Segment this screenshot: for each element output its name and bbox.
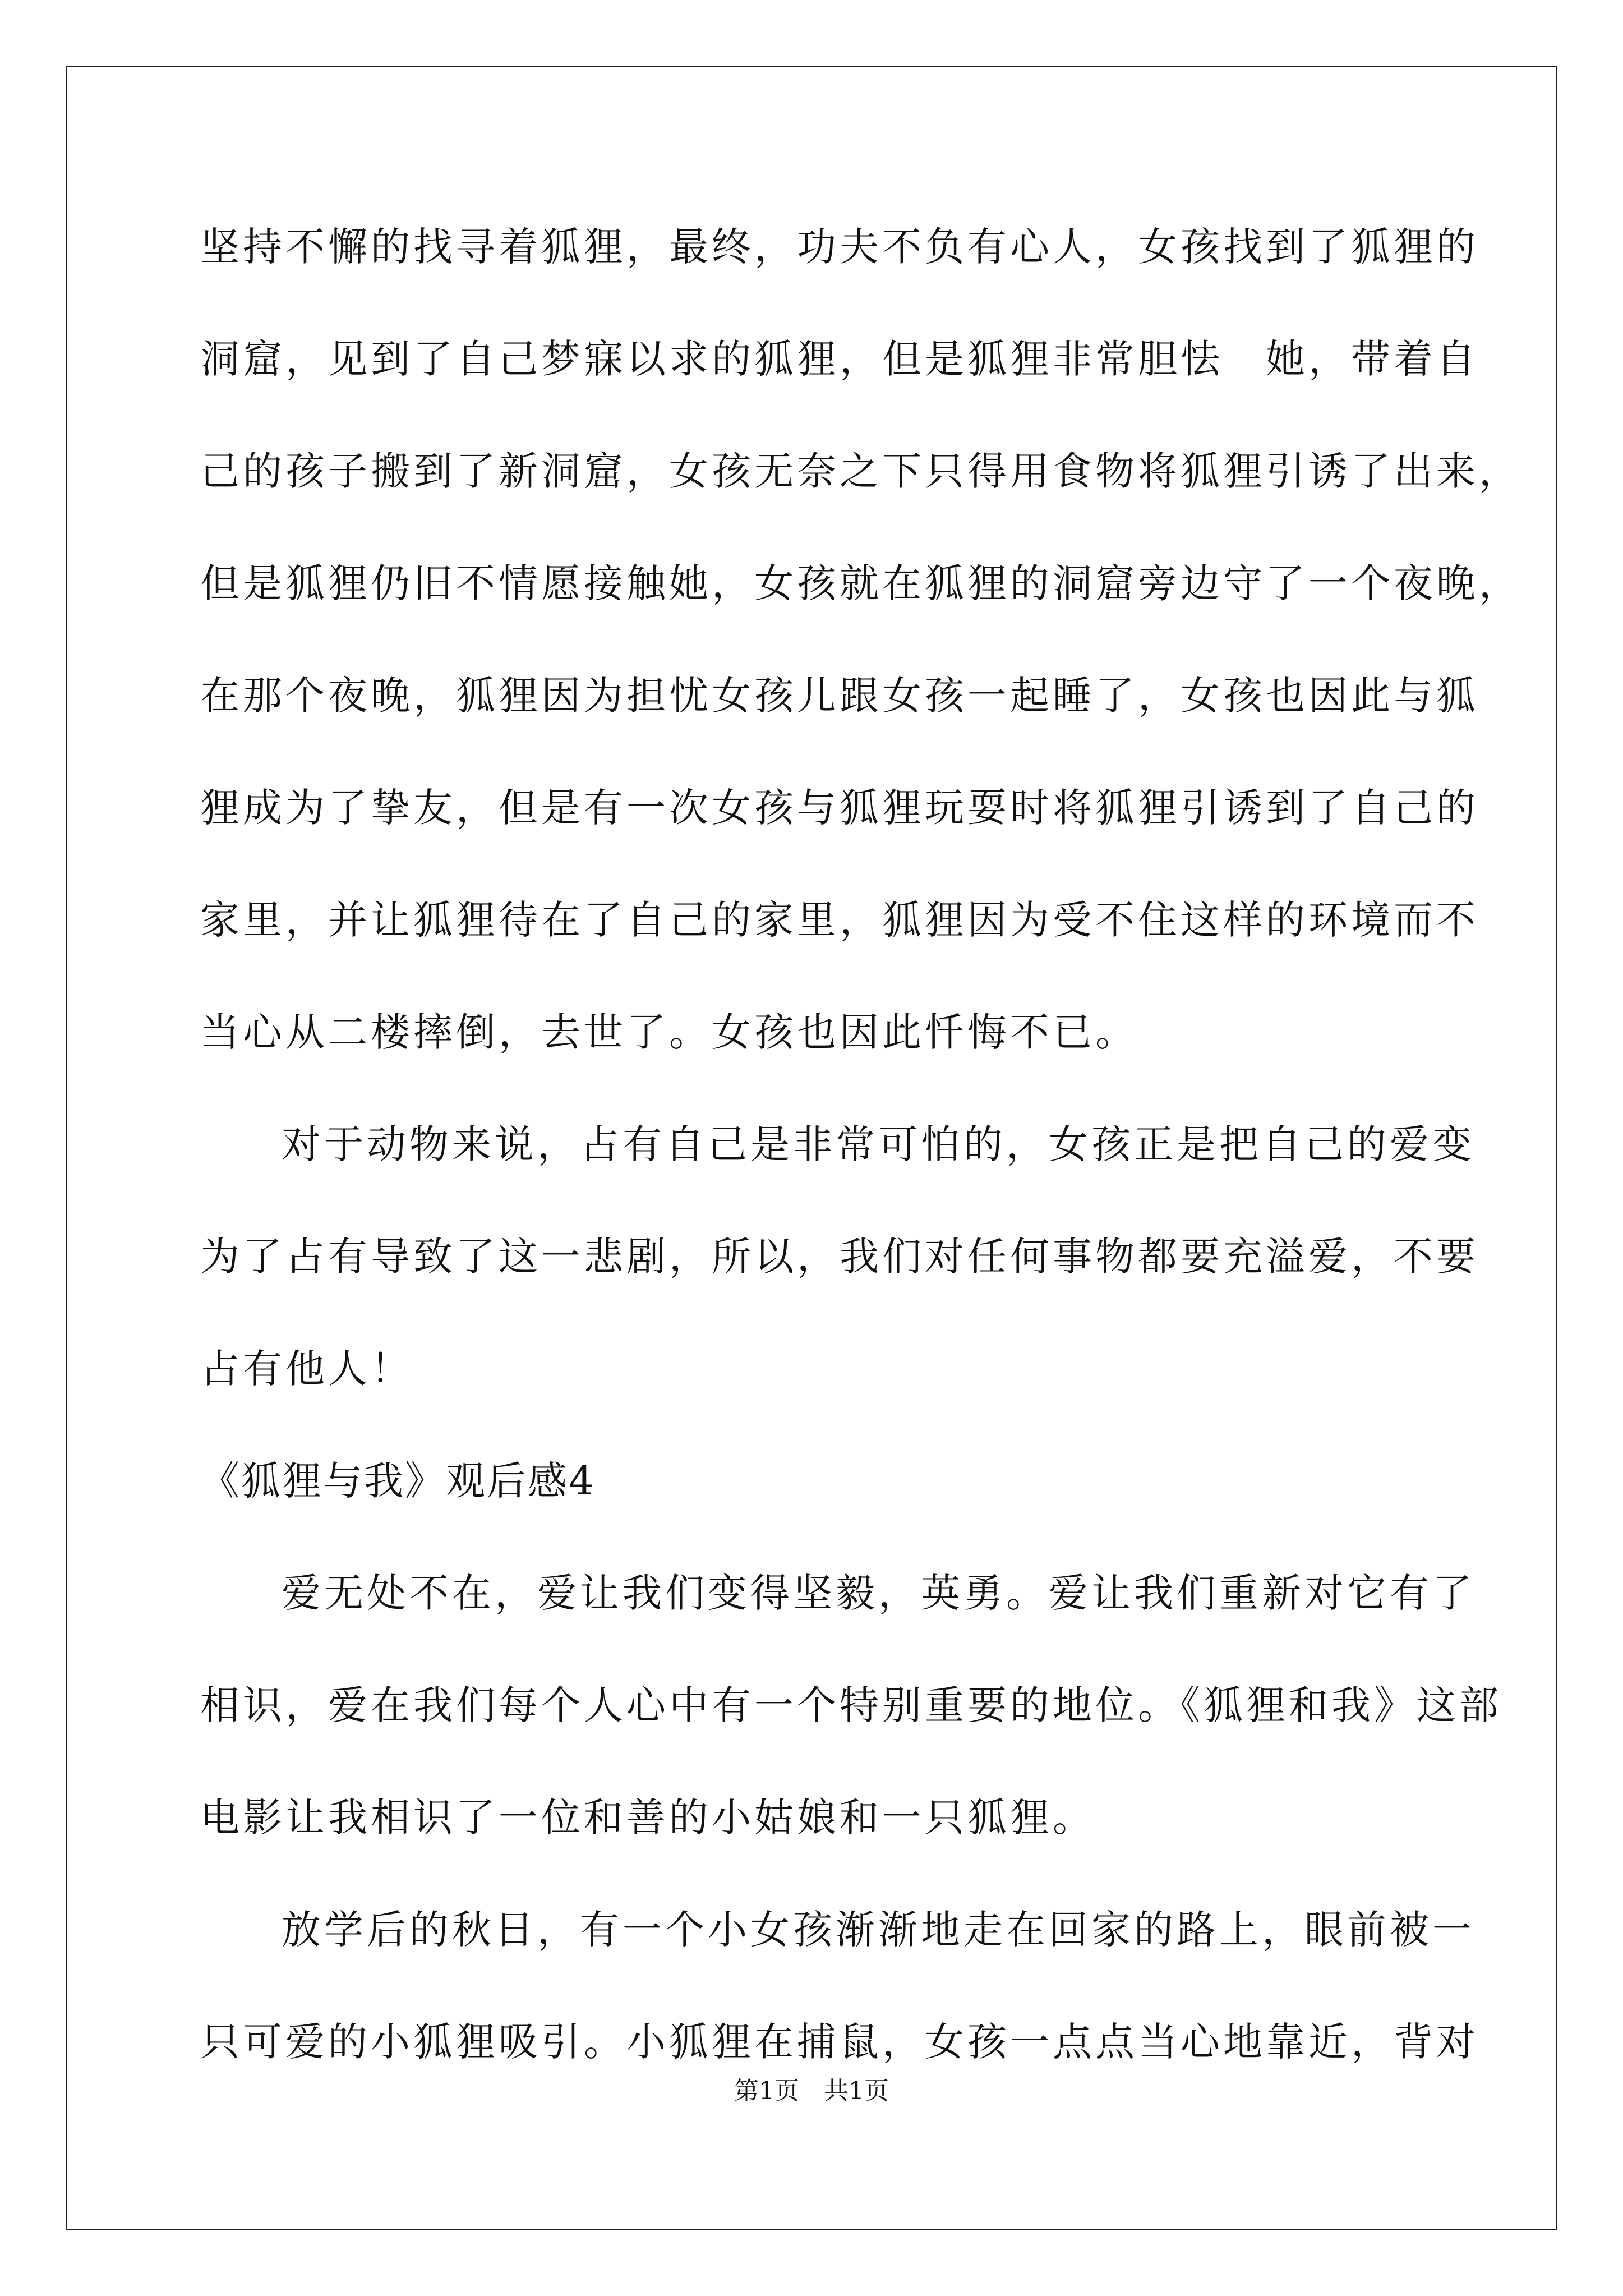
text-line: 为了占有导致了这一悲剧，所以，我们对任何事物都要充溢爱，不要 <box>200 1234 1479 1280</box>
paragraph-first-line: 对于动物来说，占有自己是非常可怕的，女孩正是把自己的爱变 <box>282 1121 1475 1167</box>
paragraph-first-line: 爱无处不在，爱让我们变得坚毅，英勇。爱让我们重新对它有了 <box>282 1570 1475 1616</box>
text-line: 电影让我相识了一位和善的小姑娘和一只狐狸。 <box>200 1795 1095 1841</box>
paragraph-first-line: 放学后的秋日，有一个小女孩渐渐地走在回家的路上，眼前被一 <box>282 1907 1475 1953</box>
text-line: 家里，并让狐狸待在了自己的家里，狐狸因为受不住这样的环境而不 <box>200 897 1479 943</box>
text-line: 但是狐狸仍旧不情愿接触她，女孩就在狐狸的洞窟旁边守了一个夜晚， <box>200 560 1521 606</box>
page-number-footer: 第1页 共1页 <box>734 2077 889 2105</box>
text-line: 洞窟，见到了自己梦寐以求的狐狸，但是狐狸非常胆怯 她，带着自 <box>200 336 1479 382</box>
text-line: 己的孩子搬到了新洞窟，女孩无奈之下只得用食物将狐狸引诱了出来， <box>200 448 1521 494</box>
text-line: 相识，爱在我们每个人心中有一个特别重要的地位。《狐狸和我》这部 <box>200 1682 1502 1728</box>
text-line: 狸成为了挚友，但是有一次女孩与狐狸玩耍时将狐狸引诱到了自己的 <box>200 785 1479 831</box>
text-line: 坚持不懈的找寻着狐狸，最终，功夫不负有心人，女孩找到了狐狸的 <box>200 224 1479 270</box>
text-line: 只可爱的小狐狸吸引。小狐狸在捕鼠，女孩一点点当心地靠近，背对 <box>200 2019 1479 2065</box>
text-line: 当心从二楼摔倒，去世了。女孩也因此忏悔不已。 <box>200 1009 1138 1055</box>
text-line: 占有他人！ <box>200 1346 413 1392</box>
document-body <box>200 213 1521 2120</box>
section-heading: 《狐狸与我》观后感4 <box>200 1458 596 1504</box>
text-line: 在那个夜晚，狐狸因为担忧女孩儿跟女孩一起睡了，女孩也因此与狐 <box>200 673 1479 719</box>
